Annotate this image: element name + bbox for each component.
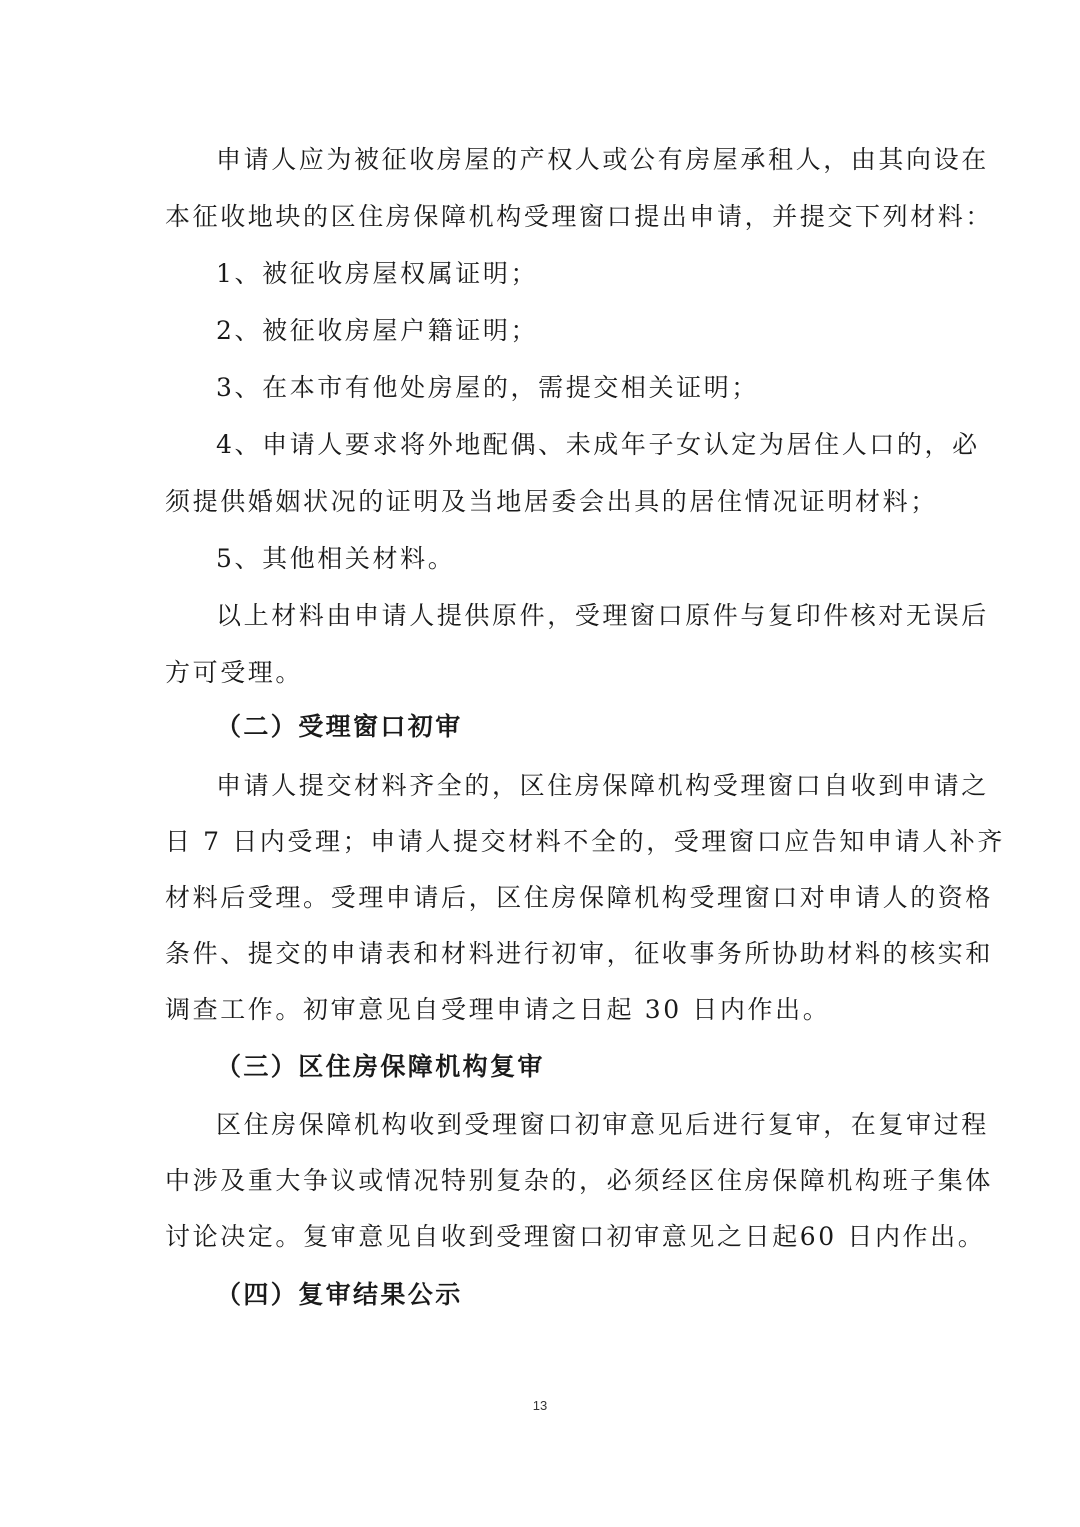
section-heading: （三）区住房保障机构复审 bbox=[216, 1052, 545, 1081]
paragraph-line: 调查工作。初审意见自受理申请之日起 30 日内作出。 bbox=[165, 995, 831, 1024]
paragraph-line: 中涉及重大争议或情况特别复杂的，必须经区住房保障机构班子集体 bbox=[165, 1166, 994, 1195]
section-heading: （四）复审结果公示 bbox=[216, 1280, 463, 1309]
paragraph-line: 日 7 日内受理；申请人提交材料不全的，受理窗口应告知申请人补齐 bbox=[165, 827, 1006, 856]
paragraph-line: 申请人应为被征收房屋的产权人或公有房屋承租人，由其向设在 bbox=[216, 145, 989, 174]
page-number: 13 bbox=[532, 1398, 548, 1413]
paragraph-line: 以上材料由申请人提供原件，受理窗口原件与复印件核对无误后 bbox=[216, 601, 989, 630]
paragraph-line: 条件、提交的申请表和材料进行初审，征收事务所协助材料的核实和 bbox=[165, 939, 994, 968]
paragraph-line: 区住房保障机构收到受理窗口初审意见后进行复审，在复审过程 bbox=[216, 1110, 989, 1139]
list-item: 1、被征收房屋权属证明； bbox=[216, 259, 539, 288]
list-item: 4、申请人要求将外地配偶、未成年子女认定为居住人口的，必 bbox=[216, 430, 980, 459]
list-item: 3、在本市有他处房屋的，需提交相关证明； bbox=[216, 373, 759, 402]
paragraph-line: 须提供婚姻状况的证明及当地居委会出具的居住情况证明材料； bbox=[165, 487, 938, 516]
list-item: 5、其他相关材料。 bbox=[216, 544, 456, 573]
list-item: 2、被征收房屋户籍证明； bbox=[216, 316, 539, 345]
section-heading: （二）受理窗口初审 bbox=[216, 712, 463, 741]
paragraph-line: 材料后受理。受理申请后，区住房保障机构受理窗口对申请人的资格 bbox=[165, 883, 994, 912]
paragraph-line: 本征收地块的区住房保障机构受理窗口提出申请，并提交下列材料： bbox=[165, 202, 994, 231]
paragraph-line: 申请人提交材料齐全的，区住房保障机构受理窗口自收到申请之 bbox=[216, 771, 989, 800]
paragraph-line: 讨论决定。复审意见自收到受理窗口初审意见之日起60 日内作出。 bbox=[165, 1222, 986, 1251]
paragraph-line: 方可受理。 bbox=[165, 658, 304, 687]
